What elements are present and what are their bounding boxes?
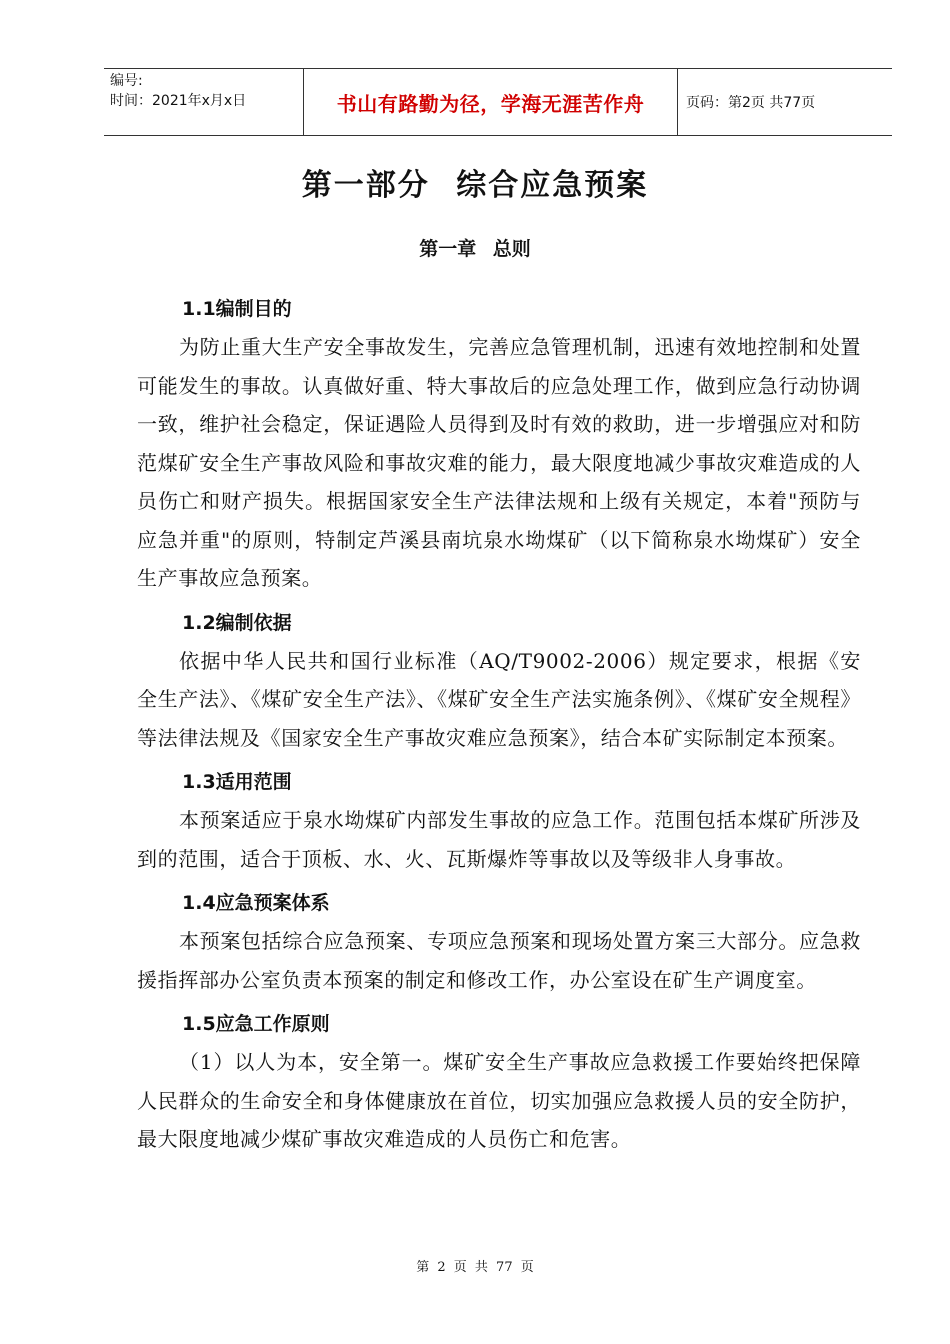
section-heading: 1.5应急工作原则 xyxy=(182,1013,330,1035)
time-label: 时间：2021年x月x日 xyxy=(110,93,247,109)
section-paragraph: 依据中华人民共和国行业标准（AQ/T9002-2006）规定要求，根据《安全生产法》、《煤矿安全生产法》、《煤矿安全生产法实施条例》、《煤矿安全规程》等法律法规及《国家安全生产事故灾难应急预案》，结合本矿实际制定本预案。 xyxy=(137,648,861,750)
number-label: 编号: xyxy=(110,73,143,89)
header-page-info: 页码：第2页 共77页 xyxy=(686,95,816,111)
document-body xyxy=(137,284,861,1159)
section-heading: 1.1编制目的 xyxy=(182,298,292,320)
header-motto: 书山有路勤为径，学海无涯苦作舟 xyxy=(304,69,678,135)
section-paragraph: （1）以人为本，安全第一。煤矿安全生产事故应急救援工作要始终把保障人民群众的生命安全和身体健康放在首位，切实加强应急救援人员的安全防护，最大限度地减少煤矿事故灾难造成的人员伤亡和危害。 xyxy=(137,1050,861,1151)
section-paragraph: 本预案适应于泉水坳煤矿内部发生事故的应急工作。范围包括本煤矿所涉及到的范围，适合于顶板、水、火、瓦斯爆炸等事故以及等级非人身事故。 xyxy=(137,808,861,871)
page-footer: 第 2 页 共 77 页 xyxy=(416,1260,534,1275)
section-heading: 1.3适用范围 xyxy=(182,771,292,793)
page-header xyxy=(104,68,892,136)
section-paragraph: 为防止重大生产安全事故发生，完善应急管理机制，迅速有效地控制和处置可能发生的事故。认真做好重、特大事故后的应急处理工作，做到应急行动协调一致，维护社会稳定，保证遇险人员得到及时有效的救助，进一步增强应对和防范煤矿安全生产事故风险和事故灾难的能力，最大限度地减少事故灾难造成的人员伤亡和财产损失。根据国家安全生产法律法规和上级有关规定，本着"预防与应急并重"的原则，特制定芦溪县南坑泉水坳煤矿（以下简称泉水坳煤矿）安全生产事故应急预案。 xyxy=(137,335,861,590)
section-heading: 1.2编制依据 xyxy=(182,611,292,634)
section-heading: 1.4应急预案体系 xyxy=(182,892,330,914)
section-paragraph: 本预案包括综合应急预案、专项应急预案和现场处置方案三大部分。应急救援指挥部办公室负责本预案的制定和修改工作，办公室设在矿生产调度室。 xyxy=(137,929,861,992)
chapter-title: 第一章 总则 xyxy=(419,238,531,260)
header-meta xyxy=(104,69,304,135)
document-title: 第一部分 综合应急预案 xyxy=(301,168,649,203)
